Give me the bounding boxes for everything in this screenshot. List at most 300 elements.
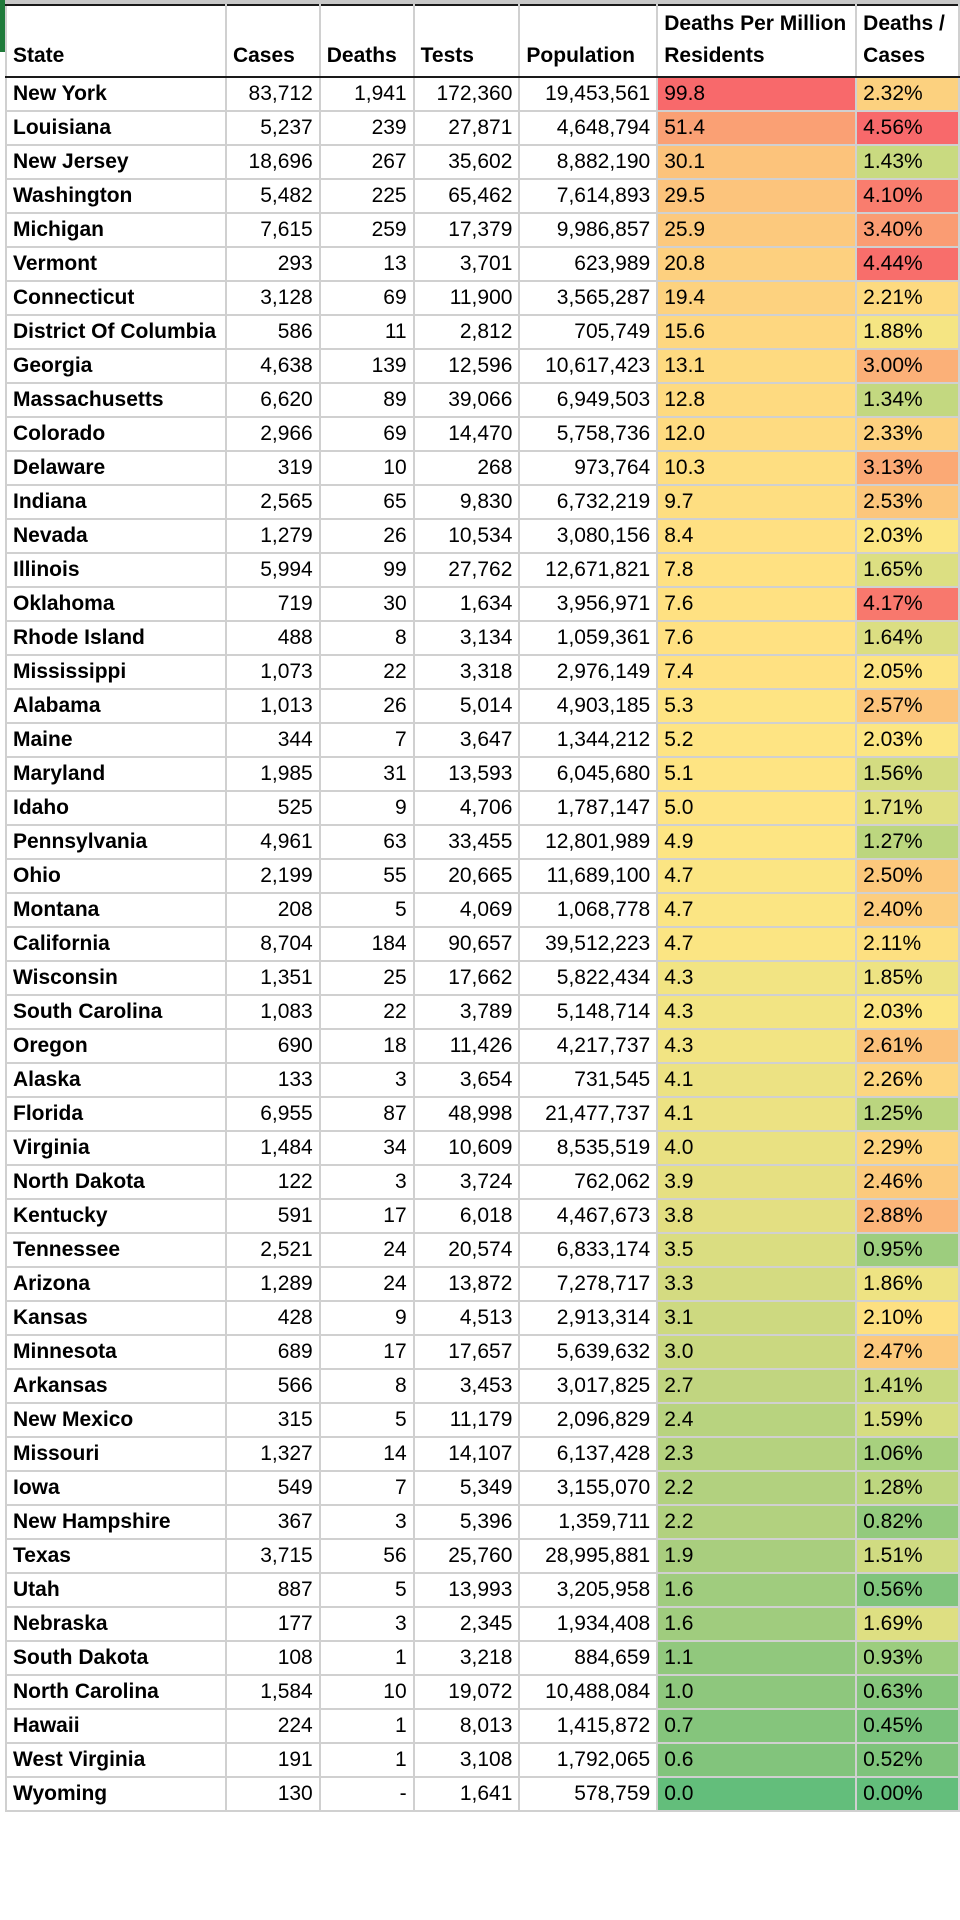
population-cell[interactable]: 1,059,361 [519,621,657,655]
deaths-per-million-cell[interactable]: 12.0 [657,417,856,451]
deaths-per-million-cell[interactable]: 30.1 [657,145,856,179]
population-cell[interactable]: 19,453,561 [519,77,657,111]
tests-cell[interactable]: 11,426 [414,1029,520,1063]
state-cell[interactable]: Georgia [6,349,226,383]
deaths-cell[interactable]: 184 [320,927,414,961]
state-cell[interactable]: New Mexico [6,1403,226,1437]
deaths-cell[interactable]: 18 [320,1029,414,1063]
tests-cell[interactable]: 11,900 [414,281,520,315]
tests-cell[interactable]: 2,345 [414,1607,520,1641]
deaths-per-cases-cell[interactable]: 0.95% [856,1233,959,1267]
population-cell[interactable]: 1,415,872 [519,1709,657,1743]
state-cell[interactable]: Oregon [6,1029,226,1063]
population-cell[interactable]: 2,096,829 [519,1403,657,1437]
state-cell[interactable]: North Dakota [6,1165,226,1199]
deaths-per-million-cell[interactable]: 3.1 [657,1301,856,1335]
population-cell[interactable]: 5,639,632 [519,1335,657,1369]
header-tests[interactable]: Tests [414,5,520,77]
state-cell[interactable]: Delaware [6,451,226,485]
deaths-cell[interactable]: 10 [320,1675,414,1709]
state-cell[interactable]: Maine [6,723,226,757]
deaths-per-million-cell[interactable]: 1.6 [657,1573,856,1607]
state-cell[interactable]: New York [6,77,226,111]
deaths-cell[interactable]: 34 [320,1131,414,1165]
cases-cell[interactable]: 1,083 [226,995,320,1029]
deaths-cell[interactable]: 9 [320,791,414,825]
state-cell[interactable]: California [6,927,226,961]
deaths-per-cases-cell[interactable]: 2.03% [856,995,959,1029]
population-cell[interactable]: 1,792,065 [519,1743,657,1777]
cases-cell[interactable]: 224 [226,1709,320,1743]
population-cell[interactable]: 623,989 [519,247,657,281]
state-cell[interactable]: Maryland [6,757,226,791]
deaths-per-cases-cell[interactable]: 2.88% [856,1199,959,1233]
tests-cell[interactable]: 35,602 [414,145,520,179]
state-cell[interactable]: Iowa [6,1471,226,1505]
cases-cell[interactable]: 1,584 [226,1675,320,1709]
tests-cell[interactable]: 10,534 [414,519,520,553]
population-cell[interactable]: 705,749 [519,315,657,349]
deaths-cell[interactable]: 89 [320,383,414,417]
state-cell[interactable]: Alabama [6,689,226,723]
tests-cell[interactable]: 5,014 [414,689,520,723]
header-deaths-per-million[interactable]: Deaths Per Million Residents [657,5,856,77]
deaths-per-cases-cell[interactable]: 2.21% [856,281,959,315]
deaths-cell[interactable]: 10 [320,451,414,485]
tests-cell[interactable]: 17,657 [414,1335,520,1369]
population-cell[interactable]: 731,545 [519,1063,657,1097]
cases-cell[interactable]: 428 [226,1301,320,1335]
cases-cell[interactable]: 6,955 [226,1097,320,1131]
tests-cell[interactable]: 3,134 [414,621,520,655]
population-cell[interactable]: 12,801,989 [519,825,657,859]
deaths-per-cases-cell[interactable]: 1.69% [856,1607,959,1641]
deaths-cell[interactable]: 7 [320,723,414,757]
deaths-cell[interactable]: 30 [320,587,414,621]
state-cell[interactable]: Michigan [6,213,226,247]
tests-cell[interactable]: 12,596 [414,349,520,383]
state-cell[interactable]: New Hampshire [6,1505,226,1539]
deaths-per-cases-cell[interactable]: 1.25% [856,1097,959,1131]
deaths-cell[interactable]: 5 [320,1403,414,1437]
population-cell[interactable]: 973,764 [519,451,657,485]
tests-cell[interactable]: 90,657 [414,927,520,961]
deaths-cell[interactable]: 17 [320,1335,414,1369]
population-cell[interactable]: 1,787,147 [519,791,657,825]
deaths-per-cases-cell[interactable]: 0.63% [856,1675,959,1709]
population-cell[interactable]: 4,903,185 [519,689,657,723]
deaths-per-million-cell[interactable]: 99.8 [657,77,856,111]
tests-cell[interactable]: 172,360 [414,77,520,111]
deaths-cell[interactable]: 239 [320,111,414,145]
state-cell[interactable]: Nevada [6,519,226,553]
cases-cell[interactable]: 1,073 [226,655,320,689]
deaths-cell[interactable]: 26 [320,519,414,553]
cases-cell[interactable]: 1,351 [226,961,320,995]
tests-cell[interactable]: 3,108 [414,1743,520,1777]
deaths-per-million-cell[interactable]: 3.5 [657,1233,856,1267]
population-cell[interactable]: 6,949,503 [519,383,657,417]
deaths-per-cases-cell[interactable]: 1.06% [856,1437,959,1471]
cases-cell[interactable]: 108 [226,1641,320,1675]
tests-cell[interactable]: 20,574 [414,1233,520,1267]
state-cell[interactable]: Oklahoma [6,587,226,621]
deaths-per-cases-cell[interactable]: 2.03% [856,723,959,757]
state-cell[interactable]: Hawaii [6,1709,226,1743]
state-cell[interactable]: North Carolina [6,1675,226,1709]
cases-cell[interactable]: 2,521 [226,1233,320,1267]
deaths-per-million-cell[interactable]: 4.3 [657,995,856,1029]
deaths-per-cases-cell[interactable]: 1.56% [856,757,959,791]
tests-cell[interactable]: 4,513 [414,1301,520,1335]
cases-cell[interactable]: 4,961 [226,825,320,859]
cases-cell[interactable]: 887 [226,1573,320,1607]
population-cell[interactable]: 3,080,156 [519,519,657,553]
deaths-cell[interactable]: 69 [320,417,414,451]
deaths-cell[interactable]: 3 [320,1505,414,1539]
state-cell[interactable]: Louisiana [6,111,226,145]
header-state[interactable]: State [6,5,226,77]
cases-cell[interactable]: 83,712 [226,77,320,111]
deaths-per-million-cell[interactable]: 2.2 [657,1505,856,1539]
tests-cell[interactable]: 10,609 [414,1131,520,1165]
deaths-per-cases-cell[interactable]: 2.50% [856,859,959,893]
population-cell[interactable]: 3,565,287 [519,281,657,315]
cases-cell[interactable]: 3,128 [226,281,320,315]
tests-cell[interactable]: 20,665 [414,859,520,893]
cases-cell[interactable]: 319 [226,451,320,485]
deaths-per-million-cell[interactable]: 2.7 [657,1369,856,1403]
deaths-per-million-cell[interactable]: 19.4 [657,281,856,315]
cases-cell[interactable]: 549 [226,1471,320,1505]
tests-cell[interactable]: 17,662 [414,961,520,995]
tests-cell[interactable]: 3,789 [414,995,520,1029]
population-cell[interactable]: 3,205,958 [519,1573,657,1607]
deaths-per-million-cell[interactable]: 4.0 [657,1131,856,1165]
population-cell[interactable]: 8,882,190 [519,145,657,179]
deaths-per-cases-cell[interactable]: 2.29% [856,1131,959,1165]
deaths-per-cases-cell[interactable]: 4.10% [856,179,959,213]
tests-cell[interactable]: 13,872 [414,1267,520,1301]
cases-cell[interactable]: 586 [226,315,320,349]
tests-cell[interactable]: 27,762 [414,553,520,587]
state-cell[interactable]: Arkansas [6,1369,226,1403]
population-cell[interactable]: 39,512,223 [519,927,657,961]
deaths-cell[interactable]: 5 [320,893,414,927]
deaths-cell[interactable]: 17 [320,1199,414,1233]
tests-cell[interactable]: 6,018 [414,1199,520,1233]
population-cell[interactable]: 1,068,778 [519,893,657,927]
tests-cell[interactable]: 268 [414,451,520,485]
cases-cell[interactable]: 177 [226,1607,320,1641]
deaths-per-cases-cell[interactable]: 4.44% [856,247,959,281]
header-deaths[interactable]: Deaths [320,5,414,77]
deaths-per-million-cell[interactable]: 0.6 [657,1743,856,1777]
population-cell[interactable]: 6,045,680 [519,757,657,791]
deaths-per-million-cell[interactable]: 5.2 [657,723,856,757]
deaths-per-million-cell[interactable]: 4.3 [657,1029,856,1063]
population-cell[interactable]: 3,155,070 [519,1471,657,1505]
cases-cell[interactable]: 2,966 [226,417,320,451]
cases-cell[interactable]: 1,327 [226,1437,320,1471]
deaths-per-million-cell[interactable]: 4.9 [657,825,856,859]
deaths-cell[interactable]: 65 [320,485,414,519]
state-cell[interactable]: Montana [6,893,226,927]
state-cell[interactable]: Rhode Island [6,621,226,655]
population-cell[interactable]: 1,934,408 [519,1607,657,1641]
deaths-per-million-cell[interactable]: 51.4 [657,111,856,145]
tests-cell[interactable]: 19,072 [414,1675,520,1709]
state-cell[interactable]: Nebraska [6,1607,226,1641]
cases-cell[interactable]: 525 [226,791,320,825]
state-cell[interactable]: Washington [6,179,226,213]
cases-cell[interactable]: 591 [226,1199,320,1233]
deaths-cell[interactable]: 26 [320,689,414,723]
deaths-per-cases-cell[interactable]: 1.27% [856,825,959,859]
tests-cell[interactable]: 39,066 [414,383,520,417]
deaths-cell[interactable]: - [320,1777,414,1811]
deaths-cell[interactable]: 11 [320,315,414,349]
state-cell[interactable]: Arizona [6,1267,226,1301]
deaths-cell[interactable]: 259 [320,213,414,247]
deaths-cell[interactable]: 3 [320,1607,414,1641]
deaths-per-cases-cell[interactable]: 2.53% [856,485,959,519]
deaths-cell[interactable]: 31 [320,757,414,791]
deaths-per-million-cell[interactable]: 10.3 [657,451,856,485]
tests-cell[interactable]: 3,318 [414,655,520,689]
tests-cell[interactable]: 4,069 [414,893,520,927]
deaths-per-cases-cell[interactable]: 3.00% [856,349,959,383]
deaths-cell[interactable]: 1 [320,1743,414,1777]
population-cell[interactable]: 1,344,212 [519,723,657,757]
state-cell[interactable]: South Dakota [6,1641,226,1675]
deaths-per-cases-cell[interactable]: 2.10% [856,1301,959,1335]
population-cell[interactable]: 884,659 [519,1641,657,1675]
tests-cell[interactable]: 2,812 [414,315,520,349]
deaths-cell[interactable]: 87 [320,1097,414,1131]
cases-cell[interactable]: 3,715 [226,1539,320,1573]
state-cell[interactable]: Vermont [6,247,226,281]
cases-cell[interactable]: 122 [226,1165,320,1199]
deaths-per-cases-cell[interactable]: 2.26% [856,1063,959,1097]
deaths-per-million-cell[interactable]: 7.8 [657,553,856,587]
population-cell[interactable]: 8,535,519 [519,1131,657,1165]
tests-cell[interactable]: 5,349 [414,1471,520,1505]
tests-cell[interactable]: 14,470 [414,417,520,451]
deaths-cell[interactable]: 56 [320,1539,414,1573]
tests-cell[interactable]: 3,218 [414,1641,520,1675]
deaths-per-million-cell[interactable]: 2.2 [657,1471,856,1505]
cases-cell[interactable]: 1,279 [226,519,320,553]
cases-cell[interactable]: 344 [226,723,320,757]
deaths-cell[interactable]: 1 [320,1641,414,1675]
deaths-per-cases-cell[interactable]: 0.93% [856,1641,959,1675]
cases-cell[interactable]: 1,985 [226,757,320,791]
cases-cell[interactable]: 8,704 [226,927,320,961]
deaths-per-million-cell[interactable]: 1.1 [657,1641,856,1675]
cases-cell[interactable]: 6,620 [226,383,320,417]
population-cell[interactable]: 2,976,149 [519,655,657,689]
population-cell[interactable]: 11,689,100 [519,859,657,893]
tests-cell[interactable]: 1,641 [414,1777,520,1811]
state-cell[interactable]: Texas [6,1539,226,1573]
state-cell[interactable]: Indiana [6,485,226,519]
cases-cell[interactable]: 4,638 [226,349,320,383]
deaths-per-cases-cell[interactable]: 1.85% [856,961,959,995]
tests-cell[interactable]: 33,455 [414,825,520,859]
deaths-per-million-cell[interactable]: 13.1 [657,349,856,383]
tests-cell[interactable]: 4,706 [414,791,520,825]
cases-cell[interactable]: 208 [226,893,320,927]
deaths-per-cases-cell[interactable]: 2.05% [856,655,959,689]
tests-cell[interactable]: 25,760 [414,1539,520,1573]
deaths-cell[interactable]: 1 [320,1709,414,1743]
population-cell[interactable]: 5,148,714 [519,995,657,1029]
tests-cell[interactable]: 5,396 [414,1505,520,1539]
tests-cell[interactable]: 3,724 [414,1165,520,1199]
tests-cell[interactable]: 65,462 [414,179,520,213]
deaths-cell[interactable]: 22 [320,995,414,1029]
deaths-per-million-cell[interactable]: 4.7 [657,927,856,961]
deaths-cell[interactable]: 225 [320,179,414,213]
deaths-per-cases-cell[interactable]: 1.28% [856,1471,959,1505]
deaths-per-cases-cell[interactable]: 1.41% [856,1369,959,1403]
tests-cell[interactable]: 48,998 [414,1097,520,1131]
deaths-cell[interactable]: 13 [320,247,414,281]
tests-cell[interactable]: 3,453 [414,1369,520,1403]
deaths-per-million-cell[interactable]: 3.3 [657,1267,856,1301]
deaths-per-cases-cell[interactable]: 4.56% [856,111,959,145]
tests-cell[interactable]: 17,379 [414,213,520,247]
deaths-per-cases-cell[interactable]: 1.59% [856,1403,959,1437]
deaths-per-million-cell[interactable]: 1.0 [657,1675,856,1709]
population-cell[interactable]: 2,913,314 [519,1301,657,1335]
state-cell[interactable]: Wyoming [6,1777,226,1811]
state-cell[interactable]: Wisconsin [6,961,226,995]
deaths-cell[interactable]: 3 [320,1063,414,1097]
state-cell[interactable]: Idaho [6,791,226,825]
tests-cell[interactable]: 3,654 [414,1063,520,1097]
deaths-per-cases-cell[interactable]: 1.43% [856,145,959,179]
deaths-per-million-cell[interactable]: 15.6 [657,315,856,349]
header-deaths-per-cases[interactable]: Deaths / Cases [856,5,959,77]
deaths-per-million-cell[interactable]: 5.0 [657,791,856,825]
population-cell[interactable]: 3,956,971 [519,587,657,621]
deaths-per-cases-cell[interactable]: 2.33% [856,417,959,451]
deaths-per-cases-cell[interactable]: 1.64% [856,621,959,655]
cases-cell[interactable]: 5,994 [226,553,320,587]
population-cell[interactable]: 6,137,428 [519,1437,657,1471]
deaths-per-cases-cell[interactable]: 0.82% [856,1505,959,1539]
tests-cell[interactable]: 1,634 [414,587,520,621]
population-cell[interactable]: 762,062 [519,1165,657,1199]
deaths-per-cases-cell[interactable]: 2.47% [856,1335,959,1369]
deaths-cell[interactable]: 24 [320,1267,414,1301]
tests-cell[interactable]: 27,871 [414,111,520,145]
deaths-per-million-cell[interactable]: 0.7 [657,1709,856,1743]
cases-cell[interactable]: 1,013 [226,689,320,723]
population-cell[interactable]: 6,732,219 [519,485,657,519]
population-cell[interactable]: 4,648,794 [519,111,657,145]
deaths-cell[interactable]: 8 [320,1369,414,1403]
population-cell[interactable]: 21,477,737 [519,1097,657,1131]
population-cell[interactable]: 6,833,174 [519,1233,657,1267]
state-cell[interactable]: District Of Columbia [6,315,226,349]
deaths-per-million-cell[interactable]: 1.6 [657,1607,856,1641]
deaths-per-million-cell[interactable]: 29.5 [657,179,856,213]
deaths-cell[interactable]: 5 [320,1573,414,1607]
deaths-per-million-cell[interactable]: 9.7 [657,485,856,519]
state-cell[interactable]: Missouri [6,1437,226,1471]
cases-cell[interactable]: 191 [226,1743,320,1777]
population-cell[interactable]: 1,359,711 [519,1505,657,1539]
deaths-per-million-cell[interactable]: 12.8 [657,383,856,417]
cases-cell[interactable]: 293 [226,247,320,281]
deaths-cell[interactable]: 8 [320,621,414,655]
cases-cell[interactable]: 133 [226,1063,320,1097]
header-cases[interactable]: Cases [226,5,320,77]
tests-cell[interactable]: 13,593 [414,757,520,791]
deaths-per-million-cell[interactable]: 0.0 [657,1777,856,1811]
population-cell[interactable]: 5,822,434 [519,961,657,995]
deaths-per-million-cell[interactable]: 4.7 [657,893,856,927]
deaths-cell[interactable]: 99 [320,553,414,587]
deaths-per-million-cell[interactable]: 3.9 [657,1165,856,1199]
deaths-per-cases-cell[interactable]: 2.61% [856,1029,959,1063]
population-cell[interactable]: 12,671,821 [519,553,657,587]
state-cell[interactable]: Virginia [6,1131,226,1165]
deaths-per-million-cell[interactable]: 4.1 [657,1063,856,1097]
deaths-cell[interactable]: 55 [320,859,414,893]
state-cell[interactable]: New Jersey [6,145,226,179]
population-cell[interactable]: 9,986,857 [519,213,657,247]
population-cell[interactable]: 7,614,893 [519,179,657,213]
state-cell[interactable]: Tennessee [6,1233,226,1267]
tests-cell[interactable]: 3,647 [414,723,520,757]
deaths-per-million-cell[interactable]: 4.3 [657,961,856,995]
state-cell[interactable]: Alaska [6,1063,226,1097]
tests-cell[interactable]: 13,993 [414,1573,520,1607]
cases-cell[interactable]: 7,615 [226,213,320,247]
population-cell[interactable]: 4,467,673 [519,1199,657,1233]
state-cell[interactable]: Mississippi [6,655,226,689]
deaths-per-cases-cell[interactable]: 1.71% [856,791,959,825]
state-cell[interactable]: West Virginia [6,1743,226,1777]
cases-cell[interactable]: 488 [226,621,320,655]
cases-cell[interactable]: 130 [226,1777,320,1811]
deaths-per-million-cell[interactable]: 20.8 [657,247,856,281]
deaths-cell[interactable]: 7 [320,1471,414,1505]
tests-cell[interactable]: 11,179 [414,1403,520,1437]
deaths-cell[interactable]: 139 [320,349,414,383]
deaths-per-million-cell[interactable]: 5.3 [657,689,856,723]
deaths-per-cases-cell[interactable]: 0.56% [856,1573,959,1607]
deaths-per-cases-cell[interactable]: 2.40% [856,893,959,927]
deaths-per-million-cell[interactable]: 3.8 [657,1199,856,1233]
deaths-per-cases-cell[interactable]: 0.45% [856,1709,959,1743]
deaths-per-cases-cell[interactable]: 0.00% [856,1777,959,1811]
deaths-per-million-cell[interactable]: 2.4 [657,1403,856,1437]
deaths-per-cases-cell[interactable]: 1.65% [856,553,959,587]
deaths-per-cases-cell[interactable]: 2.46% [856,1165,959,1199]
state-cell[interactable]: Massachusetts [6,383,226,417]
deaths-cell[interactable]: 9 [320,1301,414,1335]
state-cell[interactable]: Kansas [6,1301,226,1335]
deaths-cell[interactable]: 1,941 [320,77,414,111]
deaths-per-cases-cell[interactable]: 2.32% [856,77,959,111]
cases-cell[interactable]: 566 [226,1369,320,1403]
deaths-per-cases-cell[interactable]: 1.86% [856,1267,959,1301]
